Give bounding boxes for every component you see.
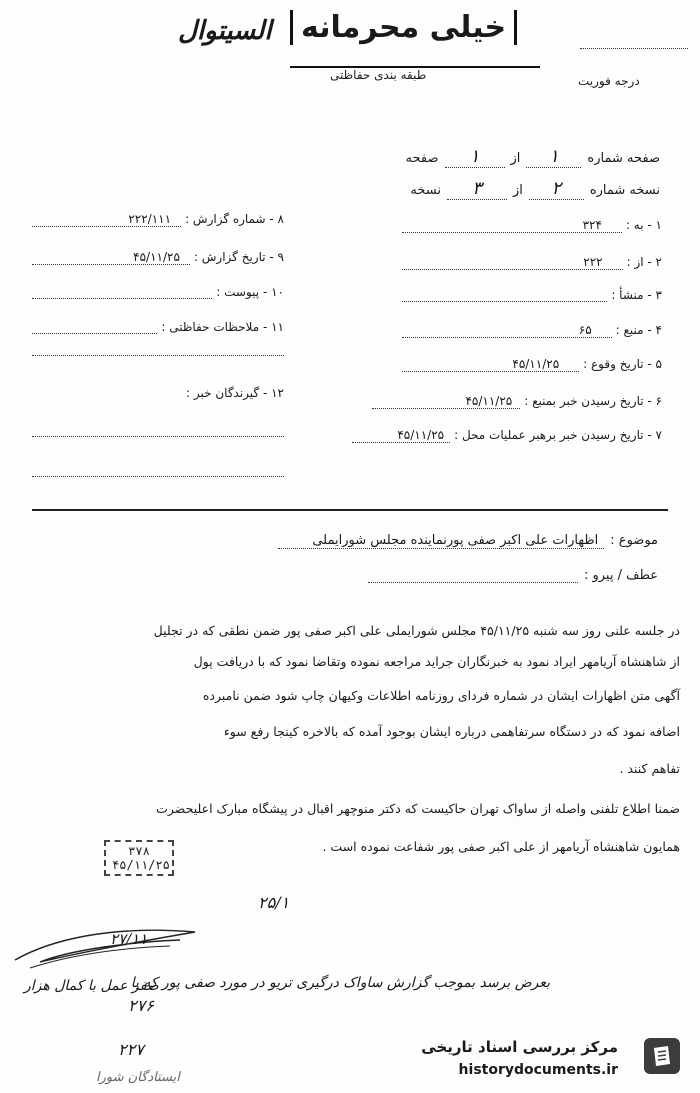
- classification-label: خیلی محرمانه: [290, 10, 517, 45]
- field-10: [32, 285, 284, 299]
- reference-value: [368, 568, 578, 583]
- field-7: [352, 428, 662, 443]
- watermark-title: مرکز بررسی اسناد تاریخی: [421, 1038, 618, 1056]
- note-number: ۲۷۶: [128, 996, 154, 1015]
- page-mark: ۲۵/۱: [258, 893, 290, 912]
- section-divider: [32, 509, 668, 511]
- page-label: صفحه شماره: [587, 151, 660, 166]
- field-10-label: ۱۰ - پیوست :: [216, 285, 284, 299]
- body-line-1: در جلسه علنی روز سه شنبه ۴۵/۱۱/۲۵ مجلس شورایملی علی اکبر صفی پور ضمن نطقی که در تجلیل: [153, 623, 680, 638]
- field-9-value: ۴۵/۱۱/۲۵: [32, 250, 190, 265]
- field-11-value: [32, 320, 157, 334]
- field-1-value: ۳۲۴: [402, 218, 622, 233]
- field-6-label: ۶ - تاریخ رسیدن خبر بمنبع :: [524, 394, 662, 408]
- page-suffix: صفحه: [405, 151, 439, 166]
- stamp-line-2: ۴۵/۱۱/۲۵: [112, 858, 170, 872]
- field-1: [402, 218, 662, 233]
- field-9: [32, 250, 284, 265]
- stamp-line-1: ۳۷۸: [128, 844, 150, 858]
- classification-caption: طبقه بندی حفاظتی: [330, 68, 427, 82]
- body-line-5: تفاهم کنند .: [619, 761, 680, 776]
- field-3-value: [402, 288, 607, 302]
- field-1-label: ۱ - به :: [625, 218, 662, 232]
- recipients-line-1: [32, 436, 284, 437]
- field-4-label: ۴ - منبع :: [615, 323, 662, 337]
- field-10-value: [32, 285, 212, 299]
- field-7-label: ۷ - تاریخ رسیدن خبر برهبر عملیات محل :: [454, 428, 662, 442]
- field-2-label: ۲ - از :: [626, 255, 662, 269]
- bottom-number: ۲۲۷: [118, 1040, 144, 1059]
- watermark-url: historydocuments.ir: [458, 1062, 618, 1078]
- subject-text: اظهارات علی اکبر صفی پورنماینده مجلس شورایملی: [278, 533, 604, 549]
- field-6-value: ۴۵/۱۱/۲۵: [372, 394, 520, 409]
- registry-stamp: [104, 840, 174, 876]
- body-line-4: اضافه نمود که در دستگاه سرتفاهمی درباره ایشان بوجود آمده که بالاخره کینجا رفع سوء: [223, 724, 680, 739]
- field-5: [402, 357, 662, 372]
- field-4-value: ۶۵: [402, 323, 612, 338]
- field-8-value: ۲۲۲/۱۱۱: [32, 212, 181, 227]
- field-11: [32, 320, 284, 334]
- priority-caption: درجه فوریت: [578, 74, 640, 88]
- body-line-3: آگهی متن اظهارات ایشان در شماره فردای روزنامه اطلاعات وکیهان چاپ شود ضمن نامبرده: [202, 688, 680, 703]
- copy-number-line: [410, 178, 660, 200]
- bottom-text: ایستادگان شورا: [96, 1070, 180, 1085]
- reference-line: [368, 568, 658, 583]
- recipients-line-2: [32, 476, 284, 477]
- field-2-value: ۲۲۲: [402, 255, 623, 270]
- signature-scribble: [10, 920, 210, 980]
- field-8: [32, 212, 284, 227]
- field-11-extra-line: [32, 355, 284, 356]
- page-total: ۱: [445, 146, 505, 168]
- page-number-line: [406, 146, 660, 168]
- field-12: [150, 386, 284, 400]
- copy-label: نسخه شماره: [589, 183, 660, 198]
- priority-rule: [580, 48, 688, 49]
- reference-label: عطف / پیرو :: [583, 568, 658, 583]
- copy-value: ۲: [529, 178, 584, 200]
- field-4: [402, 323, 662, 338]
- page-of: از: [510, 151, 521, 166]
- note-right: صفر عمل با کمال هزار: [24, 978, 159, 994]
- field-5-value: ۴۵/۱۱/۲۵: [402, 357, 579, 372]
- body-line-2: از شاهنشاه آریامهر ایراد نمود به خبرنگاران جراید مراجعه نموده وتقاضا نمود که با دریافت پول: [193, 654, 680, 669]
- field-7-value: ۴۵/۱۱/۲۵: [352, 428, 450, 443]
- watermark-logo-icon: [642, 1036, 682, 1076]
- field-6: [372, 394, 662, 409]
- field-5-label: ۵ - تاریخ وقوع :: [583, 357, 662, 371]
- field-2: [402, 255, 662, 270]
- subject-line: [278, 533, 658, 549]
- field-9-label: ۹ - تاریخ گزارش :: [193, 250, 284, 264]
- watermark: [418, 1030, 690, 1084]
- copy-suffix: نسخه: [410, 183, 441, 198]
- field-3: [402, 288, 662, 302]
- field-3-label: ۳ - منشأ :: [611, 288, 662, 302]
- field-8-label: ۸ - شماره گزارش :: [185, 212, 284, 226]
- note-main: بعرض برسد بموجب گزارش ساواک درگیری تریو در مورد صفی پور که با: [130, 975, 550, 991]
- body-line-7: همایون شاهنشاه آریامهر از علی اکبر صفی پور شفاعت نموده است .: [322, 839, 680, 854]
- body-line-6: ضمنا اطلاع تلفنی واصله از ساواک تهران حاکیست که دکتر منوچهر اقبال در پیشگاه مبارک اعلیحضرت: [156, 801, 680, 816]
- field-11-label: ۱۱ - ملاحظات حفاظتی :: [161, 320, 284, 334]
- page-value: ۱: [526, 146, 581, 168]
- copy-total: ۳: [447, 178, 507, 200]
- copy-of: از: [512, 183, 523, 198]
- classification-handwritten: السیتوال: [178, 16, 272, 46]
- subject-label: موضوع :: [610, 533, 658, 548]
- field-12-label: ۱۲ - گیرندگان خبر :: [186, 386, 284, 400]
- note-dates: ۲۷/۱۱: [110, 930, 148, 948]
